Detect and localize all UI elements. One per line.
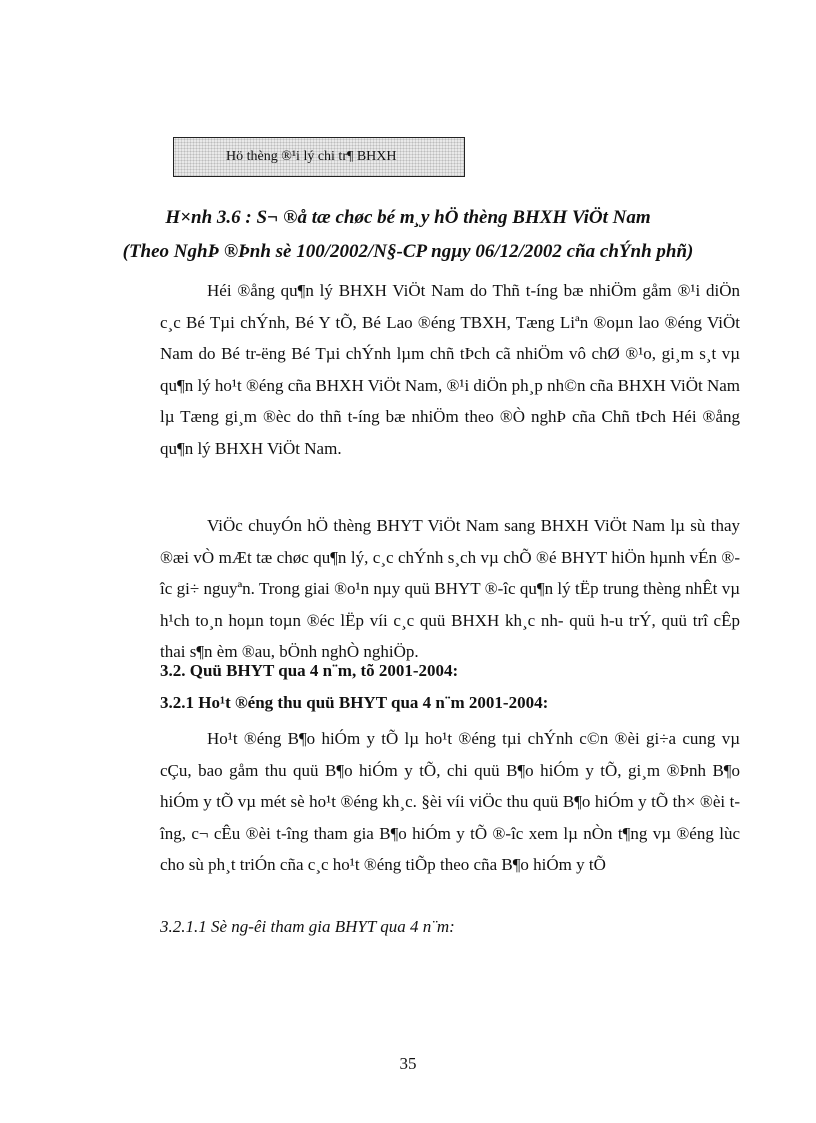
- figure-caption-source: (Theo NghÞ ®Þnh sè 100/2002/N§-CP ngµy 06/12/2002 cña chÝnh phñ): [122, 241, 694, 262]
- paragraph-activities: Ho¹t ®éng B¶o hiÓm y tÕ lµ ho¹t ®éng tµi chÝnh c©n ®èi gi÷a cung vµ cÇu, bao gåm thu quü B¶o hiÓm y tÕ, chi quü B¶o hiÓm y tÕ, gi¸m ®Þnh B¶o hiÓm y tÕ vµ mét sè ho¹t ®éng kh¸c. §èi víi viÖc thu quü B¶o hiÓm y tÕ th× ®èi t-îng, c¬ cÊu ®èi t-îng tham gia B¶o hiÓm y tÕ ®-îc xem lµ nÒn t¶ng vµ ®éng lùc cho sù ph¸t triÓn cña c¸c ho¹t ®éng tiÕp theo cña B¶o hiÓm y tÕ: [160, 729, 740, 874]
- org-chart-box-label: Hö thèng ®¹i lý chi tr¶ BHXH: [226, 149, 397, 164]
- section-heading: 3.2. Quü BHYT qua 4 n¨m, tõ 2001-2004:: [160, 661, 459, 680]
- sub-subsection-heading: 3.2.1.1 Sè ng-êi tham gia BHYT qua 4 n¨m:: [160, 917, 455, 936]
- paragraph-transfer: ViÖc chuyÓn hÖ thèng BHYT ViÖt Nam sang BHXH ViÖt Nam lµ sù thay ®æi vÒ mÆt tæ chøc qu¶n lý, c¸c chÝnh s¸ch vµ chÕ ®é BHYT hiÖn hµnh vÉn ®-îc gi÷ nguyªn. Trong giai ®o¹n nµy quü BHYT ®-îc qu¶n lý tËp trung thèng nhÊt vµ h¹ch to¸n hoµn toµn ®éc lËp víi c¸c quü BHXH kh¸c nh- quü h-u trÝ, quü trî cÊp thai s¶n èm ®au, bÖnh nghÒ nghiÖp.: [160, 516, 740, 661]
- subsection-heading: 3.2.1 Ho¹t ®éng thu quü BHYT qua 4 n¨m 2001-2004:: [160, 693, 549, 712]
- org-chart-box: [173, 137, 465, 177]
- page-number: 35: [399, 1054, 417, 1073]
- figure-caption-title: H×nh 3.6 : S¬ ®å tæ chøc bé m¸y hÖ thèng BHXH ViÖt Nam: [165, 207, 651, 228]
- paragraph-council: Héi ®ång qu¶n lý BHXH ViÖt Nam do Thñ t-íng bæ nhiÖm gåm ®¹i diÖn c¸c Bé Tµi chÝnh, Bé Y tÕ, Bé Lao ®éng TBXH, Tæng Liªn ®oµn lao ®éng ViÖt Nam do Bé tr-ëng Bé Tµi chÝnh lµm chñ tÞch cã nhiÖm vô chØ ®¹o, gi¸m s¸t vµ qu¶n lý ho¹t ®éng cña BHXH ViÖt Nam, ®¹i diÖn ph¸p nh©n cña BHXH ViÖt Nam lµ Tæng gi¸m ®èc do thñ t-íng bæ nhiÖm theo ®Ò nghÞ cña Chñ tÞch Héi ®ång qu¶n lý BHXH ViÖt Nam.: [160, 281, 740, 458]
